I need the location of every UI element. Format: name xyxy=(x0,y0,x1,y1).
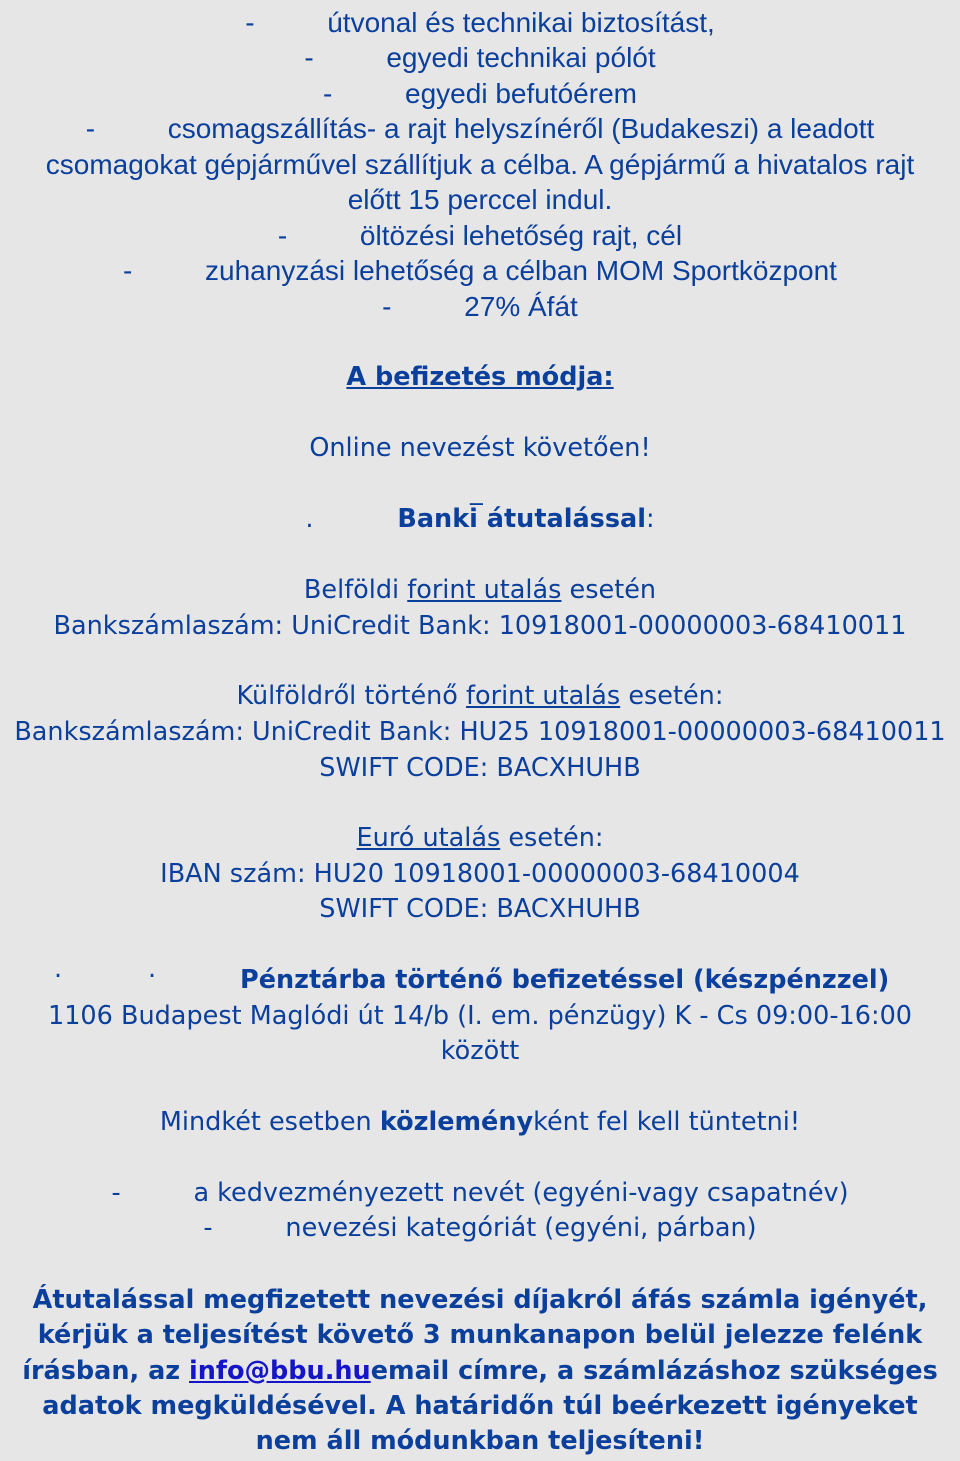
notice-item-category: - nevezési kategóriát (egyéni, párban) xyxy=(203,1213,757,1243)
invoice-line-3: írásban, az info@bbu.huemail címre, a számlázáshoz szükséges xyxy=(22,1356,938,1386)
foreign-swift: SWIFT CODE: BACXHUHB xyxy=(319,753,641,783)
notice-item-name: - a kedvezményezett nevét (egyéni-vagy csapatnév) xyxy=(111,1178,849,1208)
service-item-luggage: - csomagszállítás- a rajt helyszínéről (Budakeszi) a leadott xyxy=(85,113,875,144)
notice-text: Mindkét esetben közleményként fel kell tüntetni! xyxy=(159,1107,801,1137)
foreign-transfer-label: Külföldről történő forint utalás esetén: xyxy=(236,681,724,711)
service-item-route: - útvonal és technikai biztosítást, xyxy=(245,7,715,38)
service-item-shower: - zuhanyzási lehetőség a célban MOM Sportközpont xyxy=(123,255,837,286)
bullet: . xyxy=(305,504,314,534)
service-item-luggage-cont: csomagokat gépjárművel szállítjuk a célba. A gépjármű a hivatalos rajt xyxy=(45,149,915,180)
cash-between: között xyxy=(440,1036,520,1066)
cash-bullet-2: . xyxy=(148,954,157,984)
online-note: Online nevezést követően! xyxy=(309,433,651,463)
euro-swift: SWIFT CODE: BACXHUHB xyxy=(319,894,641,924)
invoice-line-1: Átutalással megfizetett nevezési díjakról áfás számla igényét, xyxy=(32,1285,928,1315)
foreign-account: Bankszámlaszám: UniCredit Bank: HU25 10918001-00000003-68410011 xyxy=(14,717,946,747)
email-link[interactable]: info@bbu.hu xyxy=(189,1356,371,1386)
domestic-account: Bankszámlaszám: UniCredit Bank: 10918001-00000003-68410011 xyxy=(53,611,907,641)
euro-transfer-label: Euró utalás esetén: xyxy=(356,823,604,853)
invoice-line-5: nem áll módunkban teljesíteni! xyxy=(255,1426,705,1456)
service-item-shirt: - egyedi technikai pólót xyxy=(304,42,656,73)
service-item-changing: - öltözési lehetőség rajt, cél xyxy=(277,220,683,251)
transfer-heading: . Banki átutalással: xyxy=(0,502,960,537)
euro-transfer-link[interactable]: Euró utalás xyxy=(356,823,501,853)
invoice-line-4: adatok megküldésével. A határidőn túl beérkezett igényeket xyxy=(42,1391,918,1421)
service-item-medal: - egyedi befutóérem xyxy=(323,78,637,109)
cash-address: 1106 Budapest Maglódi út 14/b (I. em. pénzügy) K - Cs 09:00-16:00 xyxy=(47,1001,913,1031)
invoice-line-2: kérjük a teljesítést követő 3 munkanapon belül jelezze felénk xyxy=(37,1320,923,1350)
service-item-luggage-cont2: előtt 15 perccel indul. xyxy=(347,184,613,215)
service-item-vat: - 27% Áfát xyxy=(382,291,578,322)
domestic-transfer-link[interactable]: forint utalás xyxy=(407,575,562,605)
domestic-transfer-label: Belföldi forint utalás esetén xyxy=(303,575,657,605)
cash-bullet-1: . xyxy=(54,954,63,984)
transfer-mark: _ xyxy=(470,476,483,506)
payment-heading: A befizetés módja: xyxy=(346,362,614,392)
foreign-transfer-link[interactable]: forint utalás xyxy=(466,681,621,711)
euro-iban: IBAN szám: HU20 10918001-00000003-68410004 xyxy=(160,859,800,889)
cash-heading: Pénztárba történő befizetéssel (készpénzzel) xyxy=(240,965,890,995)
